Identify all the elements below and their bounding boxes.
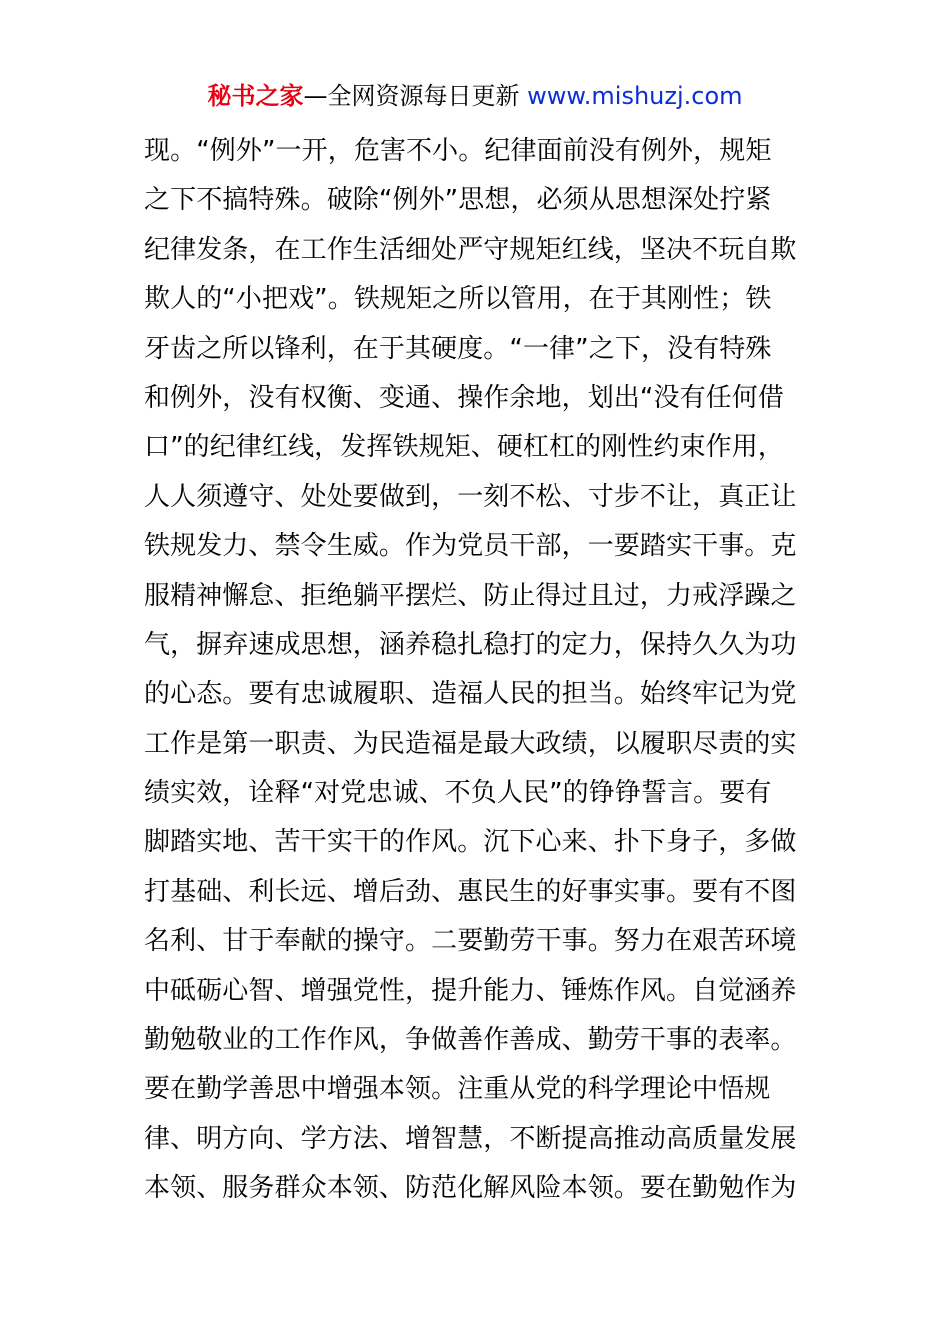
text-line: 要在勤学善思中增强本领。注重从党的科学理论中悟规 bbox=[144, 1074, 771, 1105]
document-body bbox=[144, 127, 812, 1214]
text-line: 口”的纪律红线，发挥铁规矩、硬杠杠的刚性约束作用， bbox=[144, 432, 784, 463]
text-line: 和例外，没有权衡、变通、操作余地，划出“没有任何借 bbox=[144, 382, 784, 413]
text-line: 气，摒弃速成思想，涵养稳扎稳打的定力，保持久久为功 bbox=[144, 629, 797, 660]
text-line: 现。“例外”一开，危害不小。纪律面前没有例外，规矩 bbox=[144, 136, 772, 166]
header-tagline: —全网资源每日更新 bbox=[303, 82, 520, 110]
text-line: 的心态。要有忠诚履职、造福人民的担当。始终牢记为党 bbox=[144, 679, 797, 710]
text-line: 打基础、利长远、增后劲、惠民生的好事实事。要有不图 bbox=[144, 876, 797, 907]
text-line: 律、明方向、学方法、增智慧，不断提高推动高质量发展 bbox=[144, 1123, 797, 1154]
text-line: 服精神懈怠、拒绝躺平摆烂、防止得过且过，力戒浮躁之 bbox=[144, 580, 797, 611]
brand-name: 秘书之家 bbox=[207, 82, 304, 110]
text-line: 勤勉敬业的工作作风，争做善作善成、勤劳干事的表率。 bbox=[144, 1025, 797, 1056]
text-line: 绩实效，诠释“对党忠诚、不负人民”的铮铮誓言。要有 bbox=[144, 778, 772, 809]
text-line: 之下不搞特殊。破除“例外”思想，必须从思想深处拧紧 bbox=[144, 185, 772, 216]
page-header bbox=[0, 80, 950, 112]
text-line: 名利、甘于奉献的操守。二要勤劳干事。努力在艰苦环境 bbox=[144, 926, 797, 957]
text-line: 人人须遵守、处处要做到，一刻不松、寸步不让，真正让 bbox=[144, 481, 797, 512]
text-line: 中砥砺心智、增强党性，提升能力、锤炼作风。自觉涵养 bbox=[144, 975, 797, 1006]
text-line: 脚踏实地、苦干实干的作风。沉下心来、扑下身子，多做 bbox=[144, 827, 797, 858]
site-url-link[interactable]: www.mishuzj.com bbox=[527, 82, 743, 110]
text-line: 本领、服务群众本领、防范化解风险本领。要在勤勉作为 bbox=[144, 1173, 797, 1204]
text-line: 欺人的“小把戏”。铁规矩之所以管用，在于其刚性；铁 bbox=[144, 284, 772, 315]
text-line: 牙齿之所以锋利，在于其硬度。“一律”之下，没有特殊 bbox=[144, 333, 772, 364]
text-line: 铁规发力、禁令生威。作为党员干部，一要踏实干事。克 bbox=[144, 531, 797, 562]
text-line: 纪律发条，在工作生活细处严守规矩红线，坚决不玩自欺 bbox=[144, 234, 797, 265]
text-line: 工作是第一职责、为民造福是最大政绩，以履职尽责的实 bbox=[144, 728, 797, 759]
